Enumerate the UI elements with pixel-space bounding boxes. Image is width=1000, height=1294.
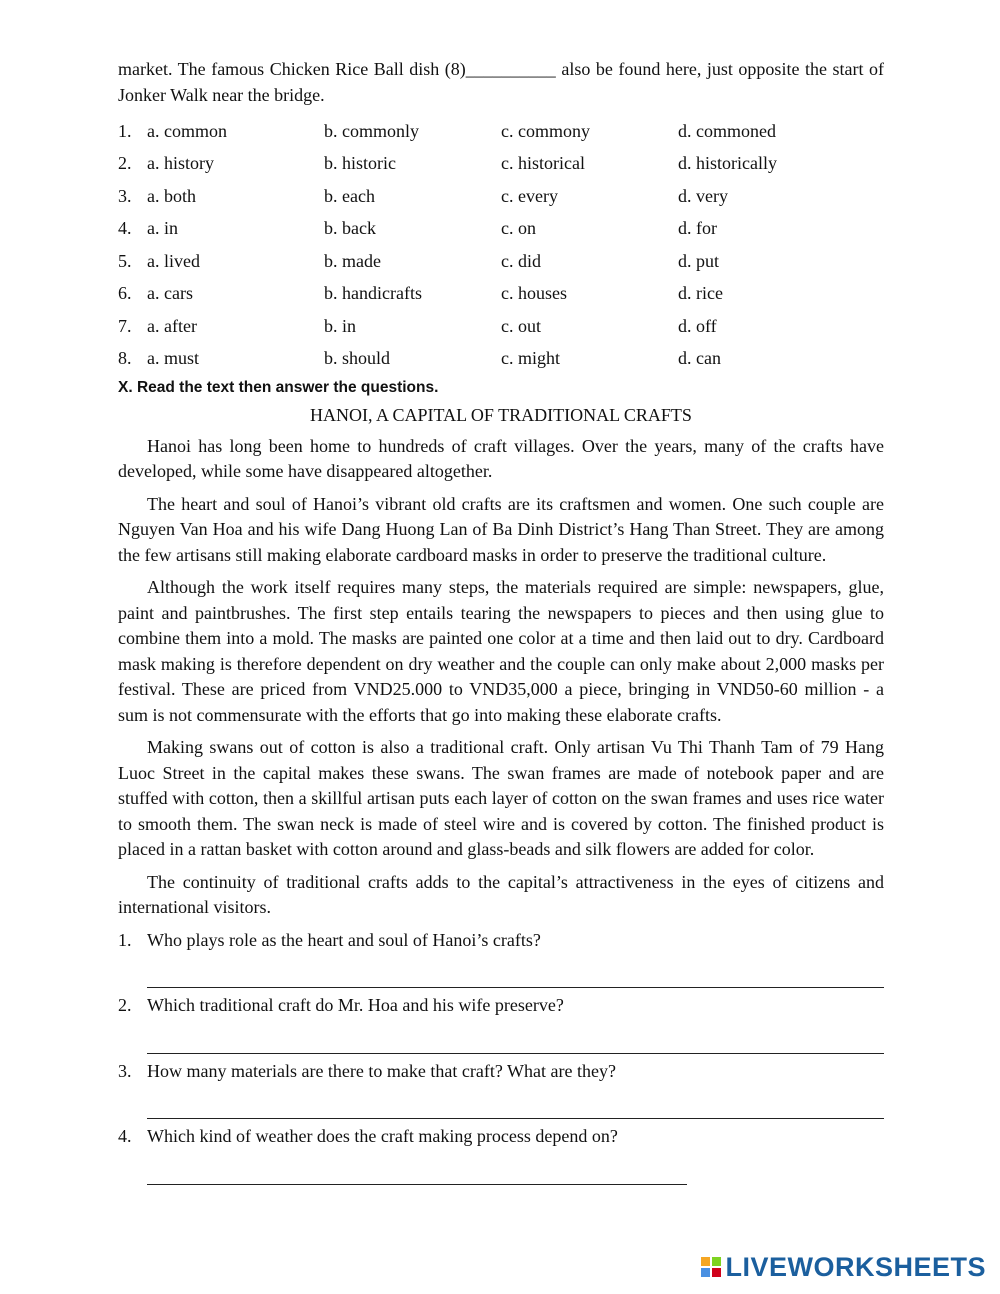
option-a[interactable]: a. history xyxy=(147,153,214,173)
worksheet-page xyxy=(118,57,884,1190)
option-b[interactable]: b. historic xyxy=(324,153,396,173)
reading-paragraph: Making swans out of cotton is also a traditional craft. Only artisan Vu Thi Thanh Tam of 79 Hang Luoc Street in the capital makes these swans. The swan frames are made of notebook paper and are stuffed with cotton, then a skillful artisan puts each layer of cotton on the swan frames and uses rice water to smooth them. The swan neck is made of steel wire and is covered by cotton. The finished product is placed in a rattan basket with cotton around and glass-beads and silk flowers are added for color. xyxy=(118,737,884,859)
option-d[interactable]: d. can xyxy=(678,348,721,368)
option-c[interactable]: c. out xyxy=(501,315,541,336)
option-c[interactable]: c. commony xyxy=(501,120,590,141)
option-c[interactable]: c. historical xyxy=(501,153,585,173)
reading-paragraph: Although the work itself requires many steps, the materials required are simple: newspapers, glue, paint and paintbrushes. The first step entails tearing the newspapers to pieces and then using glue to combine them into a mold. The masks are painted one color at a time and then laid out to dry. Cardboard mask making is therefore dependent on dry weather and the couple can only make about 2,000 masks per festival. These are priced from VND25.000 to VND35,000 a piece, bringing in VND50-60 million - a sum is not commensurate with the efforts that go into making these elaborate crafts. xyxy=(118,577,884,725)
mcq-row xyxy=(118,180,884,213)
option-c[interactable]: c. might xyxy=(501,348,560,368)
option-b[interactable]: b. commonly xyxy=(324,120,419,141)
question-number: 3. xyxy=(118,1060,132,1081)
liveworksheets-logo xyxy=(701,1251,986,1282)
question-number: 1. xyxy=(118,929,132,950)
logo-square xyxy=(701,1268,710,1277)
option-c[interactable]: c. houses xyxy=(501,283,567,303)
answer-field[interactable] xyxy=(147,1150,687,1185)
reading-title: HANOI, A CAPITAL OF TRADITIONAL CRAFTS xyxy=(310,405,692,425)
mcq-row xyxy=(118,245,884,278)
reading-paragraph: The heart and soul of Hanoi’s vibrant old crafts are its craftsmen and women. One such couple are Nguyen Van Hoa and his wife Dang Huong Lan of Ba Dinh District’s Hang Than Street. They are among the few artisans still making elaborate cardboard masks in order to preserve the traditional culture. xyxy=(118,493,884,565)
question-number: 4. xyxy=(118,1126,132,1146)
question-text: Which traditional craft do Mr. Hoa and his wife preserve? xyxy=(147,995,564,1015)
option-d[interactable]: d. very xyxy=(678,185,728,206)
mcq-number: 6. xyxy=(118,283,132,303)
answer-field[interactable] xyxy=(147,1019,884,1054)
question-list xyxy=(118,928,884,1185)
question-item xyxy=(118,1124,884,1185)
section-heading: X. Read the text then answer the questions. xyxy=(118,379,439,396)
reading-paragraph: Hanoi has long been home to hundreds of craft villages. Over the years, many of the crafts have developed, while some have disappeared altogether. xyxy=(118,435,884,481)
option-a[interactable]: a. after xyxy=(147,315,197,336)
answer-field[interactable] xyxy=(147,953,884,988)
mcq-number: 7. xyxy=(118,315,132,336)
mcq-row xyxy=(118,213,884,246)
option-b[interactable]: b. back xyxy=(324,218,376,238)
mcq-list xyxy=(118,115,884,375)
question-text: Who plays role as the heart and soul of Hanoi’s crafts? xyxy=(147,929,541,950)
logo-square xyxy=(712,1268,721,1277)
question-number: 2. xyxy=(118,995,132,1015)
mcq-number: 8. xyxy=(118,348,132,368)
intro-paragraph: market. The famous Chicken Rice Ball dish (8)__________ also be found here, just opposite the start of Jonker Walk near the bridge. xyxy=(118,59,884,105)
option-a[interactable]: a. cars xyxy=(147,283,193,303)
logo-square xyxy=(712,1257,721,1266)
answer-field[interactable] xyxy=(147,1084,884,1119)
option-d[interactable]: d. for xyxy=(678,218,717,238)
question-text: How many materials are there to make that craft? What are they? xyxy=(147,1060,616,1081)
option-a[interactable]: a. common xyxy=(147,120,227,141)
option-b[interactable]: b. should xyxy=(324,348,391,368)
option-b[interactable]: b. in xyxy=(324,315,357,336)
logo-square xyxy=(701,1257,710,1266)
mcq-number: 1. xyxy=(118,120,132,141)
option-a[interactable]: a. both xyxy=(147,185,196,206)
logo-text: LIVEWORKSHEETS xyxy=(725,1251,986,1282)
mcq-row xyxy=(118,278,884,311)
reading-paragraph: The continuity of traditional crafts adds to the capital’s attractiveness in the eyes of citizens and international visitors. xyxy=(118,871,884,917)
mcq-row xyxy=(118,310,884,343)
question-item xyxy=(118,1059,884,1120)
logo-mark-icon xyxy=(701,1257,721,1277)
question-item xyxy=(118,928,884,989)
option-d[interactable]: d. off xyxy=(678,315,717,336)
mcq-row xyxy=(118,148,884,181)
mcq-row xyxy=(118,343,884,376)
option-b[interactable]: b. made xyxy=(324,250,381,271)
option-d[interactable]: d. commoned xyxy=(678,120,776,141)
option-b[interactable]: b. each xyxy=(324,185,375,206)
option-d[interactable]: d. historically xyxy=(678,153,777,173)
mcq-number: 5. xyxy=(118,250,132,271)
mcq-number: 2. xyxy=(118,153,132,173)
mcq-row xyxy=(118,115,884,148)
mcq-number: 3. xyxy=(118,185,132,206)
mcq-number: 4. xyxy=(118,218,132,238)
question-item xyxy=(118,993,884,1054)
option-d[interactable]: d. rice xyxy=(678,283,723,303)
option-b[interactable]: b. handicrafts xyxy=(324,283,422,303)
option-a[interactable]: a. lived xyxy=(147,250,200,271)
option-a[interactable]: a. in xyxy=(147,218,178,238)
option-c[interactable]: c. did xyxy=(501,250,541,271)
option-a[interactable]: a. must xyxy=(147,348,199,368)
option-c[interactable]: c. every xyxy=(501,185,558,206)
option-d[interactable]: d. put xyxy=(678,250,720,271)
question-text: Which kind of weather does the craft making process depend on? xyxy=(147,1126,618,1146)
option-c[interactable]: c. on xyxy=(501,218,536,238)
